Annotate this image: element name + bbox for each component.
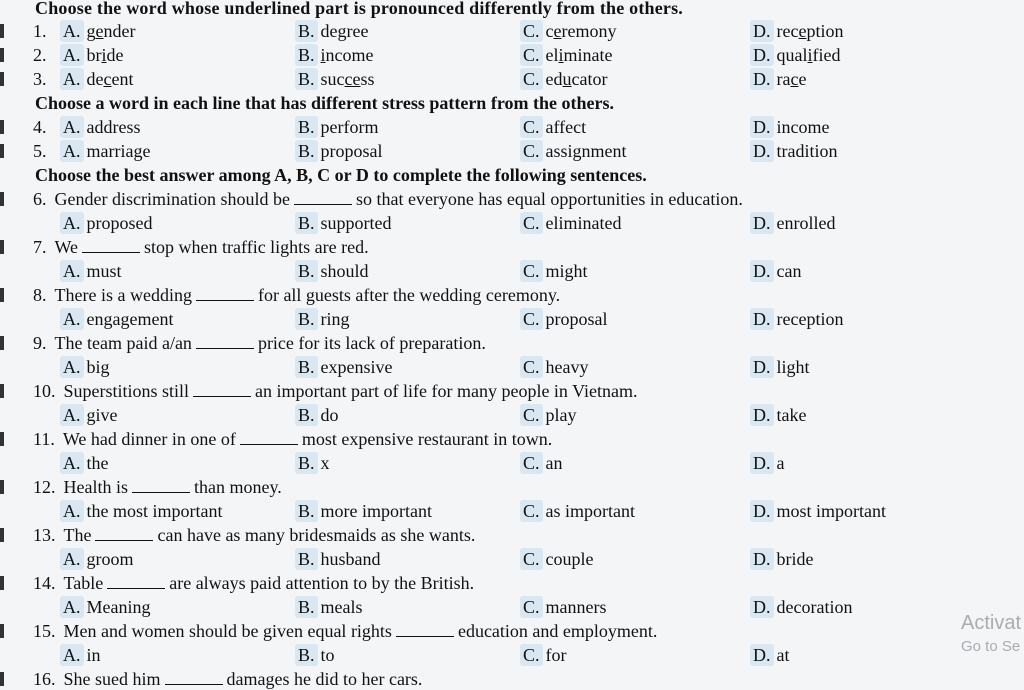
option-d[interactable] [750,308,843,330]
option-letter: D. [750,644,774,666]
option-b[interactable] [295,20,369,42]
question-text-before: We [54,237,79,257]
question-stem [33,620,657,642]
question-number: 12. [33,477,56,497]
option-letter: B. [295,404,318,426]
option-letter: A. [60,596,84,618]
section-heading: Choose a word in each line that has different stress pattern from the others. [35,93,614,113]
option-text: should [320,261,369,281]
option-a[interactable] [60,20,135,42]
option-text: most important [776,501,886,521]
option-text: do [320,405,339,425]
option-d[interactable] [750,212,835,234]
option-a[interactable] [60,140,150,162]
question-number: 2. [33,45,47,65]
option-letter: C. [520,20,543,42]
option-letter: B. [295,548,318,570]
activation-watermark-title: Activat [961,612,1022,634]
option-text: a [776,453,785,473]
option-letter: D. [750,68,774,90]
option-letter: A. [60,644,84,666]
question-number: 13. [33,525,56,545]
option-text: race [776,69,807,89]
option-letter: D. [750,356,774,378]
option-letter: D. [750,452,774,474]
option-text: in [86,645,101,665]
option-text: at [776,645,790,665]
option-letter: D. [750,212,774,234]
option-text: as important [545,501,635,521]
underlined-letters: e [798,21,807,41]
option-letter: C. [520,116,543,138]
option-d[interactable] [750,116,829,138]
option-c[interactable] [520,500,635,522]
question-number: 8. [33,285,47,305]
margin-marker [0,672,4,686]
question-stem [33,428,552,450]
option-text: might [545,261,588,281]
option-letter: A. [60,452,84,474]
option-letter: D. [750,44,774,66]
option-b[interactable] [295,212,392,234]
question-stem [33,284,560,306]
option-d[interactable] [750,548,813,570]
option-text: heavy [545,357,589,377]
underlined-letters: c [103,69,112,89]
option-a[interactable] [60,404,118,426]
option-a[interactable] [60,548,134,570]
question-number: 5. [33,141,47,161]
question-text-before: Table [63,573,104,593]
option-d[interactable] [750,500,886,522]
option-d[interactable] [750,452,785,474]
underlined-letters: e [553,21,562,41]
option-a[interactable] [60,500,222,522]
option-text: eliminate [545,45,613,65]
option-letter: D. [750,500,774,522]
option-text: qualified [776,45,841,65]
option-text: Meaning [86,597,151,617]
option-letter: B. [295,500,318,522]
option-d[interactable] [750,260,801,282]
option-letter: C. [520,452,543,474]
answer-blank[interactable] [132,476,190,493]
option-b[interactable] [295,116,379,138]
option-letter: A. [60,20,84,42]
option-letter: C. [520,404,543,426]
option-a[interactable] [60,68,134,90]
answer-blank[interactable] [107,572,165,589]
option-letter: B. [295,44,318,66]
option-c[interactable] [520,68,608,90]
option-a[interactable] [60,260,122,282]
option-text: play [545,405,577,425]
margin-marker [0,384,4,398]
option-text: degree [320,21,369,41]
answer-blank[interactable] [196,284,254,301]
option-letter: B. [295,20,318,42]
option-text: tradition [776,141,838,161]
option-letter: A. [60,44,84,66]
option-text: gender [86,21,136,41]
option-letter: D. [750,116,774,138]
option-text: enrolled [776,213,836,233]
question-stem [33,380,638,402]
margin-marker [0,288,4,302]
option-text: income [776,117,830,137]
option-letter: A. [60,404,84,426]
option-c[interactable] [520,308,608,330]
option-letter: C. [520,44,543,66]
option-letter: B. [295,140,318,162]
margin-marker [0,480,4,494]
question-text-after: for all guests after the wedding ceremony. [257,285,561,305]
option-letter: D. [750,308,774,330]
option-a[interactable] [60,308,173,330]
option-letter: C. [520,356,543,378]
question-stem [33,188,743,210]
option-text: reception [776,21,844,41]
option-text: the [86,453,109,473]
option-text: supported [320,213,392,233]
underlined-letters: e [95,21,104,41]
option-c[interactable] [520,404,577,426]
option-text: decoration [776,597,853,617]
option-text: proposal [545,309,608,329]
margin-marker [0,528,4,542]
option-text: income [320,45,374,65]
margin-marker [0,144,4,158]
option-text: x [320,453,330,473]
question-text-after: most expensive restaurant in town. [301,429,553,449]
underlined-letters: i [101,45,107,65]
option-a[interactable] [60,116,140,138]
option-letter: D. [750,140,774,162]
option-letter: A. [60,260,84,282]
question-text-before: We had dinner in one of [62,429,236,449]
question-stem [33,572,474,594]
option-letter: C. [520,596,543,618]
question-number: 9. [33,333,47,353]
margin-marker [0,48,4,62]
option-letter: A. [60,356,84,378]
option-text: give [86,405,118,425]
option-letter: B. [295,212,318,234]
margin-marker [0,72,4,86]
option-letter: D. [750,596,774,618]
option-c[interactable] [520,140,627,162]
margin-marker [0,120,4,134]
option-letter: B. [295,308,318,330]
option-d[interactable] [750,596,852,618]
question-text-after: an important part of life for many people in Vietnam. [255,381,638,401]
option-text: proposed [86,213,153,233]
option-letter: D. [750,20,774,42]
option-text: assignment [545,141,627,161]
answer-blank[interactable] [294,188,352,205]
option-text: husband [320,549,381,569]
option-letter: A. [60,500,84,522]
option-text: big [86,357,110,377]
question-text-after: education and employment. [457,621,658,641]
underlined-letters: c [790,69,799,89]
option-b[interactable] [295,140,383,162]
option-letter: C. [520,140,543,162]
option-a[interactable] [60,212,153,234]
question-stem [33,236,369,258]
question-number: 11. [33,429,55,449]
underlined-letters: u [562,69,572,89]
margin-marker [0,240,4,254]
margin-marker [0,576,4,590]
option-c[interactable] [520,596,607,618]
option-c[interactable] [520,356,589,378]
option-text: bride [776,549,814,569]
question-text-after: price for its lack of preparation. [257,333,486,353]
option-c[interactable] [520,20,617,42]
option-c[interactable] [520,260,588,282]
option-a[interactable] [60,44,124,66]
option-b[interactable] [295,308,350,330]
option-text: bride [86,45,124,65]
option-text: to [320,645,335,665]
option-c[interactable] [520,644,567,666]
margin-marker [0,624,4,638]
option-text: groom [86,549,134,569]
option-a[interactable] [60,644,101,666]
option-text: manners [545,597,607,617]
option-letter: B. [295,644,318,666]
option-c[interactable] [520,44,613,66]
option-letter: C. [520,68,543,90]
question-number: 15. [33,621,56,641]
option-text: perform [320,117,379,137]
option-letter: A. [60,116,84,138]
underlined-letters: i [807,45,813,65]
option-letter: C. [520,500,543,522]
question-stem [33,668,422,690]
option-b[interactable] [295,548,381,570]
option-d[interactable] [750,44,841,66]
question-text-before: Gender discrimination should be [54,189,290,209]
option-c[interactable] [520,212,622,234]
question-text-after: stop when traffic lights are red. [144,237,369,257]
option-b[interactable] [295,44,374,66]
option-letter: B. [295,68,318,90]
option-letter: B. [295,116,318,138]
option-b[interactable] [295,644,335,666]
question-stem [33,332,486,354]
question-number: 10. [33,381,56,401]
option-b[interactable] [295,260,369,282]
option-letter: B. [295,452,318,474]
option-text: meals [320,597,363,617]
option-c[interactable] [520,452,563,474]
option-text: more important [320,501,432,521]
answer-blank[interactable] [240,428,298,445]
option-text: educator [545,69,608,89]
option-text: an [545,453,563,473]
option-text: reception [776,309,844,329]
option-letter: B. [295,356,318,378]
question-text-before: There is a wedding [54,285,192,305]
option-letter: D. [750,404,774,426]
option-text: ring [320,309,350,329]
question-text-before: She sued him [63,669,161,689]
option-letter: D. [750,260,774,282]
option-text: proposal [320,141,383,161]
underlined-letters: ce [344,69,361,89]
underlined-letters: i [320,45,326,65]
option-text: take [776,405,807,425]
option-d[interactable] [750,140,838,162]
option-d[interactable] [750,356,810,378]
option-text: expensive [320,357,393,377]
option-text: ceremony [545,21,617,41]
option-c[interactable] [520,548,594,570]
option-letter: C. [520,308,543,330]
option-letter: C. [520,212,543,234]
answer-blank[interactable] [396,620,454,637]
option-text: light [776,357,810,377]
question-number: 6. [33,189,47,209]
question-text-before: Superstitions still [63,381,190,401]
option-a[interactable] [60,356,110,378]
option-b[interactable] [295,356,393,378]
option-d[interactable] [750,644,790,666]
question-number: 1. [33,21,47,41]
option-letter: D. [750,548,774,570]
question-text-after: are always paid attention to by the British. [169,573,475,593]
option-letter: A. [60,140,84,162]
option-d[interactable] [750,404,806,426]
option-letter: A. [60,68,84,90]
margin-marker [0,432,4,446]
option-text: marriage [86,141,151,161]
option-text: affect [545,117,587,137]
option-text: decent [86,69,134,89]
option-letter: C. [520,260,543,282]
option-b[interactable] [295,404,339,426]
margin-marker [0,336,4,350]
question-text-before: Men and women should be given equal rights [63,621,392,641]
margin-marker [0,192,4,206]
option-letter: A. [60,308,84,330]
option-a[interactable] [60,596,150,618]
option-a[interactable] [60,452,109,474]
margin-marker [0,24,4,38]
question-text-after: than money. [194,477,282,497]
question-text-before: Health is [63,477,128,497]
answer-blank[interactable] [196,332,254,349]
option-letter: A. [60,548,84,570]
option-c[interactable] [520,116,586,138]
question-text-after: damages he did to her cars. [226,669,423,689]
question-number: 7. [33,237,47,257]
underlined-letters: g [337,21,347,41]
question-number: 16. [33,669,56,689]
option-text: for [545,645,567,665]
option-letter: A. [60,212,84,234]
option-text: couple [545,549,594,569]
option-b[interactable] [295,68,375,90]
question-stem [33,476,282,498]
option-text: engagement [86,309,174,329]
activation-watermark-subtitle: Go to Se [961,638,1021,655]
question-text-after: can have as many bridesmaids as she wants. [157,525,476,545]
question-text-before: The [63,525,92,545]
option-letter: C. [520,644,543,666]
option-letter: B. [295,596,318,618]
option-b[interactable] [295,452,330,474]
question-number: 4. [33,117,47,137]
option-b[interactable] [295,596,363,618]
option-text: the most important [86,501,223,521]
answer-blank[interactable] [82,236,140,253]
question-number: 3. [33,69,47,89]
question-stem [33,524,475,546]
option-text: eliminated [545,213,622,233]
option-letter: C. [520,548,543,570]
underlined-letters: i [558,45,564,65]
option-d[interactable] [750,20,844,42]
option-text: success [320,69,375,89]
answer-blank[interactable] [95,524,153,541]
option-text: can [776,261,802,281]
option-text: must [86,261,122,281]
question-text-before: The team paid a/an [54,333,192,353]
section-heading: Choose the best answer among A, B, C or D to complete the following sentences. [35,165,647,185]
answer-blank[interactable] [193,380,251,397]
option-text: address [86,117,141,137]
question-number: 14. [33,573,56,593]
section-heading: Choose the word whose underlined part is pronounced differently from the others. [35,0,684,18]
option-b[interactable] [295,500,432,522]
answer-blank[interactable] [165,668,223,685]
option-d[interactable] [750,68,806,90]
option-letter: B. [295,260,318,282]
question-text-after: so that everyone has equal opportunities in education. [355,189,743,209]
